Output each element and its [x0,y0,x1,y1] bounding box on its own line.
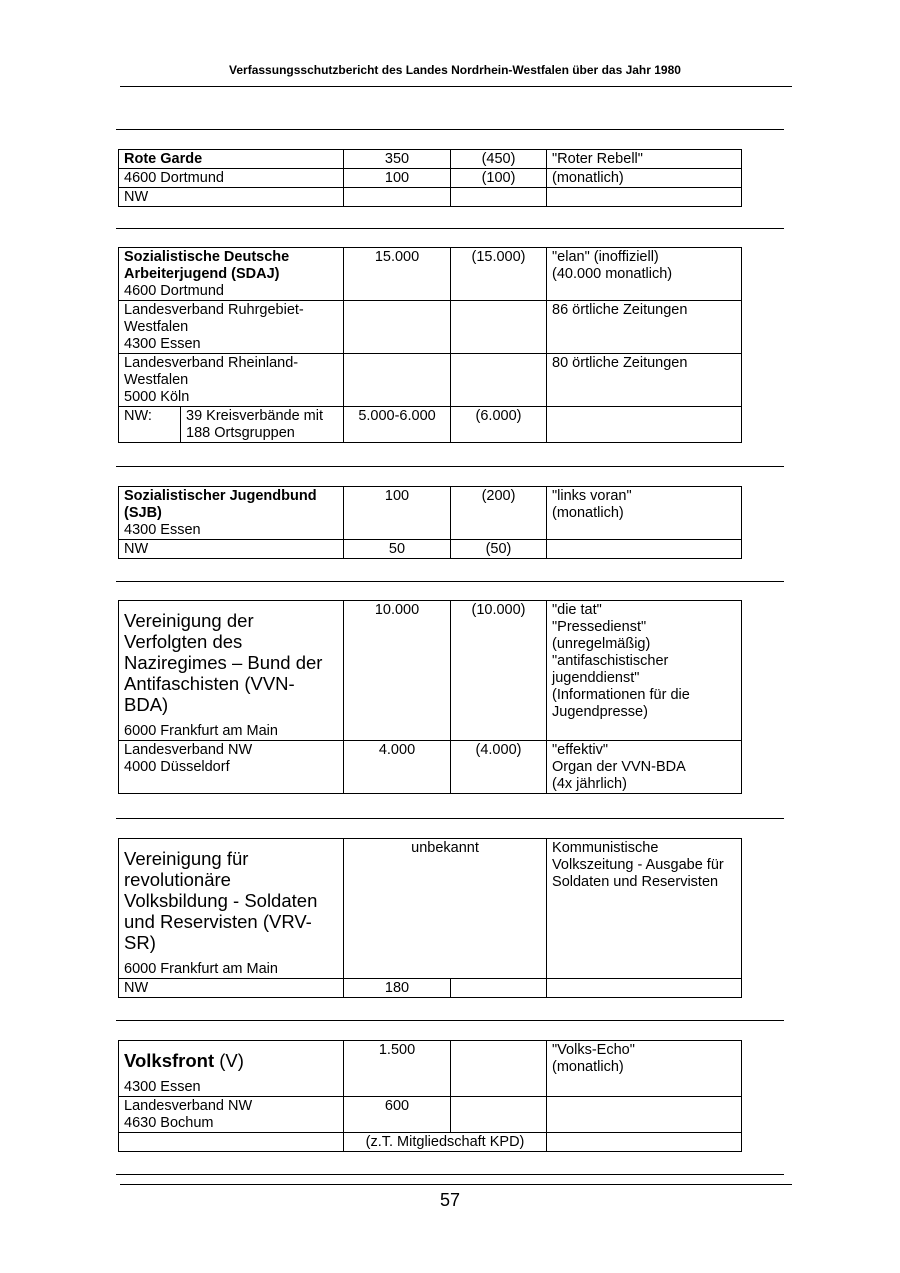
table-row [119,839,742,979]
location-cell: 4600 Dortmund [119,169,344,188]
lv-cell: Landesverband Ruhrgebiet- Westfalen 4300 Essen [119,301,344,354]
lv-cell: Landesverband NW 4630 Bochum [119,1097,344,1133]
members-cell: 180 [344,979,451,998]
members-cell: 15.000 [344,248,451,301]
publication-cell: 86 örtliche Zeitungen [547,301,742,354]
table-row [119,979,742,998]
publication-cell: "elan" (inoffiziell) (40.000 monatlich) [547,248,742,301]
table-row [119,301,742,354]
publication-cell: "Roter Rebell" [547,150,742,169]
nw-cell: NW: [119,407,181,443]
table-row [119,1097,742,1133]
note-cell: (z.T. Mitgliedschaft KPD) [344,1133,547,1152]
header-rule [120,86,792,87]
lv-cell: Landesverband NW 4000 Düsseldorf [119,741,344,794]
members-cell: 350 [344,150,451,169]
page-header: Verfassungsschutzbericht des Landes Nordrhein-Westfalen über das Jahr 1980 [229,63,681,77]
publication-cell: Kommunistische Volkszeitung - Ausgabe für Soldaten und Reservisten [547,839,742,979]
vrv-table [118,838,742,998]
members-cell: unbekannt [344,839,547,979]
publication-cell: (monatlich) [547,169,742,188]
members-cell: 100 [344,487,451,540]
publication-cell: 80 örtliche Zeitungen [547,354,742,407]
section-divider [116,1174,784,1175]
members-prev-cell: (4.000) [451,741,547,794]
section-divider [116,466,784,467]
sdaj-table [118,247,742,443]
table-row [119,540,742,559]
nw-desc-cell: 39 Kreisverbände mit 188 Ortsgruppen [181,407,344,443]
org-name: Sozialistischer Jugendbund (SJB) 4300 Essen [119,487,344,540]
section-divider [116,581,784,582]
publication-cell: "die tat" "Pressedienst" (unregelmäßig) "antifaschistischer jugenddienst" (Informationen für die Jugendpresse) [547,601,742,741]
members-prev-cell: (50) [451,540,547,559]
org-name: Vereinigung der Verfolgten des Naziregimes – Bund der Antifaschisten (VVN- BDA) 6000 Frankfurt am Main [119,601,344,741]
members-prev-cell: (100) [451,169,547,188]
table-row [119,248,742,301]
table-row [119,1133,742,1152]
table-row [119,1041,742,1097]
members-cell: 10.000 [344,601,451,741]
nw-cell: NW [119,979,344,998]
sjb-table [118,486,742,559]
org-name: Rote Garde [119,150,344,169]
members-prev-cell: (6.000) [451,407,547,443]
table-row [119,188,742,207]
section-divider [116,228,784,229]
members-cell: 1.500 [344,1041,451,1097]
table-row [119,601,742,741]
members-prev-cell: (450) [451,150,547,169]
volksfront-table [118,1040,742,1152]
org-name: Sozialistische Deutsche Arbeiterjugend (SDAJ) 4600 Dortmund [119,248,344,301]
table-row [119,487,742,540]
members-prev-cell: (200) [451,487,547,540]
org-name: Vereinigung für revolutionäre Volksbildung - Soldaten und Reservisten (VRV- SR) 6000 Frankfurt am Main [119,839,344,979]
table-row [119,741,742,794]
publication-cell: "Volks-Echo" (monatlich) [547,1041,742,1097]
members-cell: 5.000-6.000 [344,407,451,443]
members-cell: 50 [344,540,451,559]
publication-cell: "effektiv" Organ der VVN-BDA (4x jährlich) [547,741,742,794]
table-row [119,354,742,407]
members-cell: 100 [344,169,451,188]
footer-rule [120,1184,792,1185]
section-divider [116,1020,784,1021]
section-divider [116,129,784,130]
nw-cell: NW [119,188,344,207]
table-row [119,169,742,188]
publication-cell: "links voran" (monatlich) [547,487,742,540]
lv-cell: Landesverband Rheinland- Westfalen 5000 Köln [119,354,344,407]
vvn-table [118,600,742,794]
members-cell: 4.000 [344,741,451,794]
page-number: 57 [439,1190,461,1210]
members-prev-cell: (15.000) [451,248,547,301]
rote-garde-table [118,149,742,207]
members-prev-cell: (10.000) [451,601,547,741]
section-divider [116,818,784,819]
org-name: Volksfront (V) 4300 Essen [119,1041,344,1097]
nw-cell: NW [119,540,344,559]
members-cell: 600 [344,1097,451,1133]
table-row [119,407,742,443]
table-row [119,150,742,169]
